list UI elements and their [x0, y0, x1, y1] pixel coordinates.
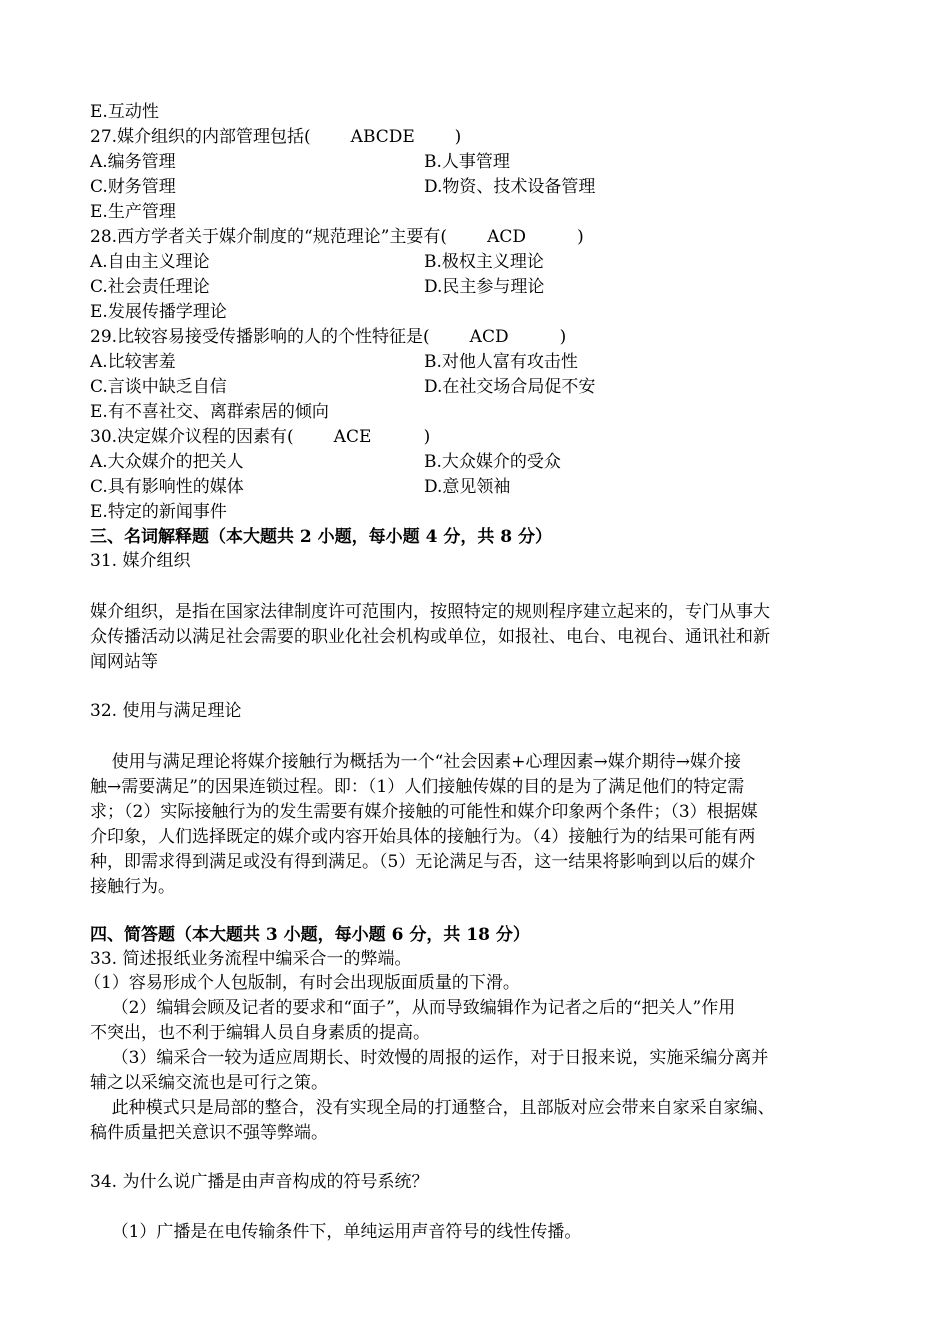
q33-answer-line: （3）编采合一较为适应周期长、时效慢的周报的运作，对于日报来说，实施采编分离并 — [90, 1048, 769, 1068]
q34-title: 34. 为什么说广播是由声音构成的符号系统？ — [90, 1172, 429, 1192]
q27-answer: ABCDE — [350, 127, 415, 147]
q32-answer-line: 使用与满足理论将媒介接触行为概括为一个“社会因素+心理因素→媒介期待→媒介接 — [90, 752, 742, 772]
q32-answer-line: 种，即需求得到满足或没有得到满足。（5）无论满足与否，这一结果将影响到以后的媒介 — [90, 852, 756, 872]
q31-answer-line: 众传播活动以满足社会需要的职业化社会机构或单位，如报社、电台、电视台、通讯社和新 — [90, 627, 770, 647]
q32-answer-line: 触→需要满足”的因果连锁过程。即：（1）人们接触传媒的目的是为了满足他们的特定需 — [90, 777, 745, 797]
q32-answer-line: 求；（2）实际接触行为的发生需要有媒介接触的可能性和媒介印象两个条件；（3）根据媒 — [90, 802, 758, 822]
q28-close: ) — [577, 227, 584, 247]
q29-close: ) — [559, 327, 567, 347]
q31-answer-line: 闻网站等 — [90, 652, 158, 672]
q27-close: ) — [454, 127, 462, 147]
section4-heading: 四、简答题（本大题共 3 小题，每小题 6 分，共 18 分） — [90, 925, 530, 945]
q29-option-a: A.比较害羞 — [90, 352, 176, 372]
q31-answer-line: 媒介组织，是指在国家法律制度许可范围内，按照特定的规则程序建立起来的，专门从事大 — [90, 602, 770, 622]
q29-option-b: B.对他人富有攻击性 — [424, 352, 578, 372]
q27-option-c: C.财务管理 — [90, 177, 176, 197]
q27-option-d: D.物资、技术设备管理 — [424, 177, 596, 197]
q33-answer-line: （2）编辑会顾及记者的要求和“面子”，从而导致编辑作为记者之后的“把关人”作用 — [90, 998, 736, 1018]
q29-stem — [90, 326, 566, 348]
q33-answer-line: 不突出，也不利于编辑人员自身素质的提高。 — [90, 1023, 430, 1043]
q32-answer-line: 接触行为。 — [90, 877, 175, 897]
q32-answer-line: 介印象，人们选择既定的媒介或内容开始具体的接触行为。（4）接触行为的结果可能有两 — [90, 827, 756, 847]
q31-title: 31. 媒介组织 — [90, 551, 191, 571]
q27-option-b: B.人事管理 — [424, 152, 510, 172]
q30-stem-text: 30.决定媒介议程的因素有( — [90, 427, 294, 447]
q32-title: 32. 使用与满足理论 — [90, 701, 242, 721]
q28-stem — [90, 226, 584, 248]
q30-close: ) — [423, 427, 431, 447]
q33-answer-line: 此种模式只是局部的整合，没有实现全局的打通整合，且部版对应会带来自家采自家编、 — [90, 1098, 775, 1118]
q29-answer: ACD — [469, 327, 509, 347]
q33-answer-line: （1）容易形成个人包版制，有时会出现版面质量的下滑。 — [84, 973, 520, 993]
q30-option-d: D.意见领袖 — [424, 477, 511, 497]
q33-answer-line: 辅之以采编交流也是可行之策。 — [90, 1073, 328, 1093]
q28-stem-text: 28.西方学者关于媒介制度的“规范理论”主要有( — [90, 227, 448, 247]
q28-option-a: A.自由主义理论 — [90, 252, 210, 272]
q27-stem — [90, 126, 461, 148]
q29-option-d: D.在社交场合局促不安 — [424, 377, 596, 397]
q29-option-e: E.有不喜社交、离群索居的倾向 — [90, 402, 329, 422]
section3-heading: 三、名词解释题（本大题共 2 小题，每小题 4 分，共 8 分） — [90, 527, 552, 547]
q30-stem — [90, 426, 430, 448]
q28-option-e: E.发展传播学理论 — [90, 302, 227, 322]
q30-option-a: A.大众媒介的把关人 — [90, 452, 244, 472]
q28-answer: ACD — [487, 227, 526, 247]
q30-option-c: C.具有影响性的媒体 — [90, 477, 244, 497]
q27-option-e: E.生产管理 — [90, 202, 176, 222]
q34-answer-line: （1）广播是在电传输条件下，单纯运用声音符号的线性传播。 — [90, 1222, 582, 1242]
q33-answer-line: 稿件质量把关意识不强等弊端。 — [90, 1123, 328, 1143]
q28-option-c: C.社会责任理论 — [90, 277, 210, 297]
q29-stem-text: 29.比较容易接受传播影响的人的个性特征是( — [90, 327, 430, 347]
q33-title: 33. 简述报纸业务流程中编采合一的弊端。 — [90, 949, 412, 969]
q29-option-c: C.言谈中缺乏自信 — [90, 377, 227, 397]
q30-option-e: E.特定的新闻事件 — [90, 502, 227, 522]
q27-stem-text: 27.媒介组织的内部管理包括( — [90, 127, 311, 147]
q28-option-b: B.极权主义理论 — [424, 252, 544, 272]
q30-option-b: B.大众媒介的受众 — [424, 452, 561, 472]
q28-option-d: D.民主参与理论 — [424, 277, 545, 297]
q30-answer: ACE — [333, 427, 372, 447]
q26-option-e: E.互动性 — [90, 102, 159, 122]
q27-option-a: A.编务管理 — [90, 152, 176, 172]
